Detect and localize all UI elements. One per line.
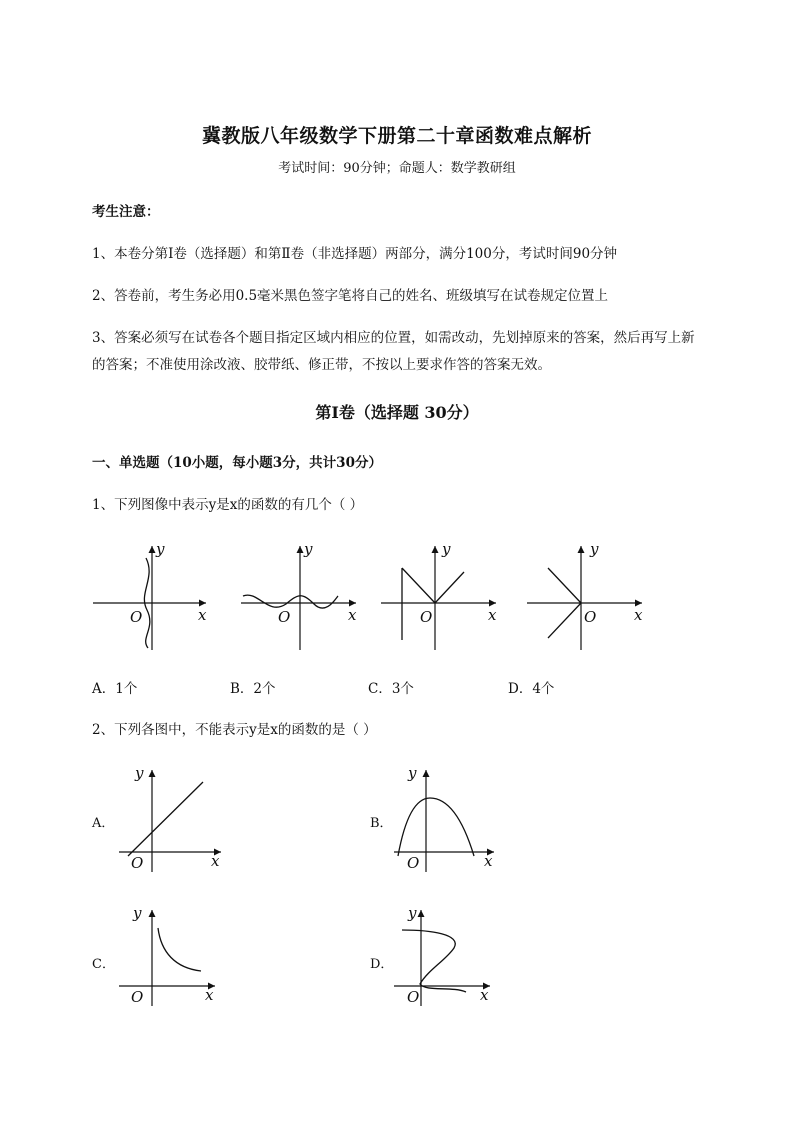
q2-option-a-label[interactable]: A． xyxy=(92,816,115,831)
notice-item-1: 1、本卷分第I卷（选择题）和第Ⅱ卷（非选择题）两部分，满分100分，考试时间90分钟 xyxy=(92,246,618,262)
notice-item-3-cont: 的答案；不准使用涂改液、胶带纸、修正带，不按以上要求作答的答案无效。 xyxy=(92,357,551,373)
y-axis-label: y xyxy=(135,764,144,782)
q2-graph-c xyxy=(115,900,230,1012)
y-axis-label: y xyxy=(590,540,599,558)
page-title: 冀教版八年级数学下册第二十章函数难点解析 xyxy=(201,125,592,147)
origin-label: O xyxy=(131,854,144,872)
q1-option-a[interactable]: A．1个 xyxy=(92,681,138,697)
y-axis-label: y xyxy=(442,540,451,558)
y-axis-label: y xyxy=(304,540,313,558)
q2-option-b-label[interactable]: B． xyxy=(370,816,393,831)
x-axis-label: x xyxy=(211,852,220,870)
origin-label: O xyxy=(407,854,420,872)
q2-option-c-label[interactable]: C． xyxy=(92,957,115,972)
notice-heading: 考生注意： xyxy=(92,204,160,220)
question-1-text: 1、下列图像中表示y是x的函数的有几个（ ） xyxy=(92,497,364,513)
question-2-text: 2、下列各图中，不能表示y是x的函数的是（ ） xyxy=(92,722,377,738)
origin-label: O xyxy=(130,608,143,626)
x-axis-label: x xyxy=(634,606,643,624)
x-axis-label: x xyxy=(488,606,497,624)
y-axis-label: y xyxy=(156,540,165,558)
origin-label: O xyxy=(584,608,597,626)
notice-item-3: 3、答案必须写在试卷各个题目指定区域内相应的位置，如需改动，先划掉原来的答案，然后再写上新 xyxy=(92,330,695,346)
origin-label: O xyxy=(131,988,144,1006)
x-axis-label: x xyxy=(480,986,489,1004)
q2-graph-b xyxy=(390,760,505,872)
notice-item-2: 2、答卷前，考生务必用0.5毫米黑色签字笔将自己的姓名、班级填写在试卷规定位置上 xyxy=(92,288,609,304)
part-heading: 一、单选题（10小题，每小题3分，共计30分） xyxy=(92,455,382,471)
x-axis-label: x xyxy=(198,606,207,624)
q2-option-d-label[interactable]: D． xyxy=(370,957,394,972)
x-axis-label: x xyxy=(205,986,214,1004)
x-axis-label: x xyxy=(348,606,357,624)
q2-graph-a xyxy=(115,760,230,872)
origin-label: O xyxy=(278,608,291,626)
y-axis-label: y xyxy=(408,904,417,922)
q1-option-b[interactable]: B．2个 xyxy=(230,681,276,697)
origin-label: O xyxy=(420,608,433,626)
q1-option-d[interactable]: D．4个 xyxy=(508,681,555,697)
q1-graph-2 xyxy=(238,538,364,654)
origin-label: O xyxy=(407,988,420,1006)
q1-graph-3 xyxy=(378,538,504,654)
q1-option-c[interactable]: C．3个 xyxy=(368,681,414,697)
y-axis-label: y xyxy=(133,904,142,922)
y-axis-label: y xyxy=(408,764,417,782)
x-axis-label: x xyxy=(484,852,493,870)
q2-graph-d xyxy=(390,900,505,1012)
q1-graph-4 xyxy=(524,538,650,654)
q1-graph-1 xyxy=(90,538,216,654)
exam-info: 考试时间：90分钟；命题人：数学教研组 xyxy=(278,161,516,176)
section-title: 第I卷（选择题 30分） xyxy=(315,403,479,422)
